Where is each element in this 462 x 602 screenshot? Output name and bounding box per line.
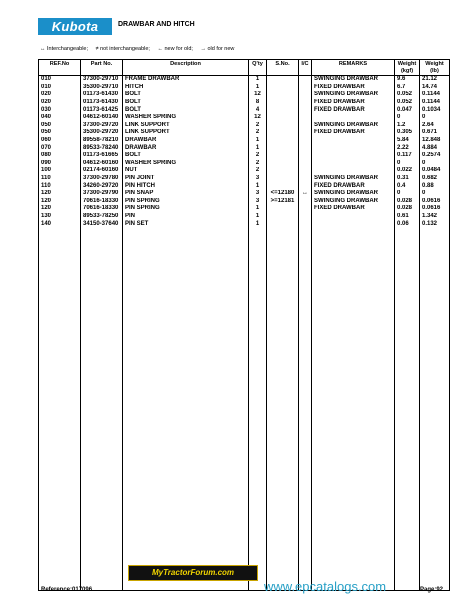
cell-serial-no: <=12180 <box>267 190 299 198</box>
cell-weight-lb: 0.0616 <box>420 205 450 213</box>
header-description: Description <box>123 60 249 76</box>
cell-ic <box>299 144 312 152</box>
cell-weight-kgf: 0.06 <box>395 220 420 228</box>
cell-ref-no: 110 <box>39 182 81 190</box>
table-row <box>39 122 450 130</box>
cell-weight-kgf: 2.22 <box>395 144 420 152</box>
header-ic: I/C <box>299 60 312 76</box>
cell-ref-no: 050 <box>39 129 81 137</box>
cell-part-no: 37300-29790 <box>81 190 123 198</box>
cell-part-no: 34260-29720 <box>81 182 123 190</box>
cell-ref-no: 120 <box>39 205 81 213</box>
cell-qty: 1 <box>249 76 267 84</box>
cell-weight-kgf: 9.6 <box>395 76 420 84</box>
cell-serial-no <box>267 106 299 114</box>
legend-old-for-new: → old for new <box>200 46 235 52</box>
cell-remarks: FIXED DRAWBAR <box>312 106 395 114</box>
cell-ic <box>299 137 312 145</box>
cell-ref-no: 070 <box>39 144 81 152</box>
header-weight-lb: Weight (lb) <box>420 60 450 76</box>
cell-ref-no: 130 <box>39 213 81 221</box>
header-remarks: REMARKS <box>312 60 395 76</box>
cell-ref-no: 010 <box>39 84 81 92</box>
cell-serial-no <box>267 182 299 190</box>
cell-remarks: FIXED DRAWBAR <box>312 84 395 92</box>
cell-part-no: 35300-29720 <box>81 129 123 137</box>
cell-qty: 1 <box>249 213 267 221</box>
cell-ref-no: 060 <box>39 137 81 145</box>
site-watermark: www.epcatalogs.com <box>264 579 387 594</box>
cell-part-no: 37300-29710 <box>81 76 123 84</box>
parts-table <box>38 59 450 591</box>
cell-qty: 2 <box>249 129 267 137</box>
cell-ref-no: 110 <box>39 175 81 183</box>
cell-remarks: FIXED DRAWBAR <box>312 205 395 213</box>
cell-weight-kgf: 0.4 <box>395 182 420 190</box>
cell-part-no: 89558-78210 <box>81 137 123 145</box>
cell-weight-lb: 1.342 <box>420 213 450 221</box>
cell-serial-no <box>267 167 299 175</box>
cell-qty: 3 <box>249 175 267 183</box>
reference-number: Reference:017096 <box>41 587 93 593</box>
cell-serial-no <box>267 84 299 92</box>
header-weight-kgf: Weight (kgf) <box>395 60 420 76</box>
cell-weight-kgf: 0.047 <box>395 106 420 114</box>
cell-description: PIN SET <box>123 220 249 228</box>
cell-qty: 8 <box>249 99 267 107</box>
cell-weight-lb: 0.682 <box>420 175 450 183</box>
header-ref-no: REF.No <box>39 60 81 76</box>
table-row <box>39 99 450 107</box>
cell-weight-kgf: 0.028 <box>395 205 420 213</box>
cell-weight-lb: 0.671 <box>420 129 450 137</box>
cell-ic <box>299 220 312 228</box>
cell-part-no: 89533-78240 <box>81 144 123 152</box>
cell-ref-no: 090 <box>39 160 81 168</box>
cell-description: WASHER SPRING <box>123 114 249 122</box>
cell-description: PIN JOINT <box>123 175 249 183</box>
cell-remarks <box>312 114 395 122</box>
cell-remarks <box>312 152 395 160</box>
table-row <box>39 144 450 152</box>
cell-part-no: 04612-60160 <box>81 160 123 168</box>
cell-weight-lb: 0.0616 <box>420 198 450 206</box>
cell-description: DRAWBAR <box>123 137 249 145</box>
table-row <box>39 213 450 221</box>
cell-qty: 12 <box>249 114 267 122</box>
cell-weight-kgf: 0.022 <box>395 167 420 175</box>
cell-description: PIN HITCH <box>123 182 249 190</box>
cell-serial-no <box>267 122 299 130</box>
cell-ic <box>299 167 312 175</box>
cell-description: LINK SUPPORT <box>123 129 249 137</box>
cell-ic <box>299 114 312 122</box>
cell-ic <box>299 152 312 160</box>
table-row <box>39 137 450 145</box>
header-serial-no: S.No. <box>267 60 299 76</box>
cell-qty: 1 <box>249 144 267 152</box>
cell-weight-lb: 14.74 <box>420 84 450 92</box>
cell-description: BOLT <box>123 91 249 99</box>
cell-remarks: FIXED DRAWBAR <box>312 129 395 137</box>
cell-serial-no: >=12181 <box>267 198 299 206</box>
cell-remarks <box>312 144 395 152</box>
cell-description: BOLT <box>123 106 249 114</box>
cell-weight-kgf: 0.117 <box>395 152 420 160</box>
table-row <box>39 190 450 198</box>
cell-weight-lb: 21.12 <box>420 76 450 84</box>
cell-weight-kgf: 6.7 <box>395 84 420 92</box>
cell-ref-no: 030 <box>39 106 81 114</box>
cell-ic <box>299 122 312 130</box>
cell-weight-kgf: 0.31 <box>395 175 420 183</box>
cell-part-no: 01173-61430 <box>81 91 123 99</box>
cell-ref-no: 020 <box>39 99 81 107</box>
cell-qty: 1 <box>249 84 267 92</box>
cell-weight-lb: 0.132 <box>420 220 450 228</box>
cell-ref-no: 120 <box>39 190 81 198</box>
cell-ic: ↔ <box>299 190 312 198</box>
cell-weight-lb: 0 <box>420 160 450 168</box>
cell-serial-no <box>267 144 299 152</box>
cell-remarks: FIXED DRAWBAR <box>312 182 395 190</box>
cell-part-no: 70616-18330 <box>81 205 123 213</box>
cell-remarks: SWINGING DRAWBAR <box>312 175 395 183</box>
forum-watermark: MyTractorForum.com <box>128 565 258 581</box>
cell-description: LINK SUPPORT <box>123 122 249 130</box>
cell-remarks: SWINGING DRAWBAR <box>312 122 395 130</box>
cell-ic <box>299 84 312 92</box>
cell-remarks: SWINGING DRAWBAR <box>312 190 395 198</box>
cell-qty: 1 <box>249 137 267 145</box>
cell-remarks <box>312 213 395 221</box>
cell-serial-no <box>267 114 299 122</box>
cell-ic <box>299 175 312 183</box>
cell-weight-lb: 2.64 <box>420 122 450 130</box>
cell-ic <box>299 129 312 137</box>
cell-part-no: 01173-61430 <box>81 99 123 107</box>
cell-ic <box>299 205 312 213</box>
table-row <box>39 167 450 175</box>
cell-ref-no: 020 <box>39 91 81 99</box>
table-row <box>39 84 450 92</box>
cell-part-no: 04612-60140 <box>81 114 123 122</box>
cell-weight-lb: 0.1144 <box>420 91 450 99</box>
cell-serial-no <box>267 91 299 99</box>
cell-description: BOLT <box>123 99 249 107</box>
cell-ic <box>299 213 312 221</box>
cell-weight-kgf: 0 <box>395 160 420 168</box>
kubota-logo: Kubota <box>38 18 112 35</box>
cell-ref-no: 120 <box>39 198 81 206</box>
cell-ref-no: 050 <box>39 122 81 130</box>
legend-interchangeable: ↔ Interchangeable; <box>40 46 89 52</box>
cell-remarks <box>312 137 395 145</box>
cell-qty: 1 <box>249 220 267 228</box>
cell-qty: 2 <box>249 167 267 175</box>
cell-description: DRAWBAR <box>123 144 249 152</box>
cell-serial-no <box>267 175 299 183</box>
cell-weight-lb: 0.0484 <box>420 167 450 175</box>
cell-weight-lb: 0.1144 <box>420 99 450 107</box>
cell-serial-no <box>267 205 299 213</box>
cell-description: PIN SNAP <box>123 190 249 198</box>
cell-part-no: 34150-37640 <box>81 220 123 228</box>
cell-weight-kgf: 0.052 <box>395 99 420 107</box>
cell-weight-kgf: 0 <box>395 114 420 122</box>
cell-weight-lb: 0.2574 <box>420 152 450 160</box>
cell-qty: 2 <box>249 122 267 130</box>
cell-ic <box>299 76 312 84</box>
cell-qty: 2 <box>249 160 267 168</box>
cell-remarks <box>312 220 395 228</box>
cell-part-no: 37300-29780 <box>81 175 123 183</box>
cell-weight-lb: 0 <box>420 190 450 198</box>
table-row <box>39 205 450 213</box>
cell-ic <box>299 198 312 206</box>
cell-serial-no <box>267 213 299 221</box>
cell-description: WASHER SPRING <box>123 160 249 168</box>
cell-part-no: 35300-29710 <box>81 84 123 92</box>
cell-part-no: 01173-61425 <box>81 106 123 114</box>
cell-description: FRAME DRAWBAR <box>123 76 249 84</box>
cell-weight-lb: 0 <box>420 114 450 122</box>
cell-description: NUT <box>123 167 249 175</box>
table-row <box>39 198 450 206</box>
cell-ic <box>299 99 312 107</box>
cell-description: PIN SPRING <box>123 198 249 206</box>
interchangeability-legend <box>40 46 240 52</box>
table-row <box>39 91 450 99</box>
table-row <box>39 182 450 190</box>
cell-part-no: 01173-61665 <box>81 152 123 160</box>
cell-part-no: 70616-18330 <box>81 198 123 206</box>
cell-weight-kgf: 1.2 <box>395 122 420 130</box>
cell-description: HITCH <box>123 84 249 92</box>
cell-part-no: 89533-78250 <box>81 213 123 221</box>
cell-ref-no: 040 <box>39 114 81 122</box>
cell-qty: 1 <box>249 182 267 190</box>
cell-description: PIN <box>123 213 249 221</box>
cell-qty: 1 <box>249 205 267 213</box>
cell-weight-kgf: 0.61 <box>395 213 420 221</box>
table-row <box>39 220 450 228</box>
cell-ic <box>299 160 312 168</box>
cell-remarks: SWINGING DRAWBAR <box>312 198 395 206</box>
cell-weight-lb: 0.1034 <box>420 106 450 114</box>
cell-qty: 3 <box>249 198 267 206</box>
cell-weight-kgf: 0.028 <box>395 198 420 206</box>
table-row <box>39 76 450 84</box>
cell-weight-kgf: 5.84 <box>395 137 420 145</box>
cell-weight-lb: 12.848 <box>420 137 450 145</box>
cell-ref-no: 010 <box>39 76 81 84</box>
header-part-no: Part No. <box>81 60 123 76</box>
parts-table-body <box>39 76 450 591</box>
page-title: DRAWBAR AND HITCH <box>118 21 195 28</box>
cell-ic <box>299 106 312 114</box>
cell-remarks: SWINGING DRAWBAR <box>312 76 395 84</box>
cell-ref-no: 080 <box>39 152 81 160</box>
cell-qty: 3 <box>249 190 267 198</box>
cell-ref-no: 140 <box>39 220 81 228</box>
cell-serial-no <box>267 129 299 137</box>
cell-weight-kgf: 0.305 <box>395 129 420 137</box>
cell-serial-no <box>267 137 299 145</box>
table-header-row <box>39 60 450 76</box>
table-filler <box>39 228 450 591</box>
cell-serial-no <box>267 160 299 168</box>
cell-weight-kgf: 0.052 <box>395 91 420 99</box>
table-row <box>39 129 450 137</box>
table-row <box>39 175 450 183</box>
legend-not-interchangeable: ≠ not interchangeable; <box>95 46 150 52</box>
cell-remarks: FIXED DRAWBAR <box>312 99 395 107</box>
table-row <box>39 114 450 122</box>
cell-part-no: 37300-29720 <box>81 122 123 130</box>
cell-ic <box>299 91 312 99</box>
cell-serial-no <box>267 152 299 160</box>
cell-qty: 4 <box>249 106 267 114</box>
page-number: Page:92 <box>419 587 443 593</box>
cell-serial-no <box>267 76 299 84</box>
cell-description: BOLT <box>123 152 249 160</box>
cell-remarks: SWINGING DRAWBAR <box>312 91 395 99</box>
table-row <box>39 152 450 160</box>
cell-weight-lb: 0.88 <box>420 182 450 190</box>
cell-serial-no <box>267 220 299 228</box>
table-row <box>39 106 450 114</box>
cell-qty: 12 <box>249 91 267 99</box>
cell-description: PIN SPRING <box>123 205 249 213</box>
cell-qty: 2 <box>249 152 267 160</box>
cell-remarks <box>312 160 395 168</box>
legend-new-for-old: ← new for old; <box>157 46 193 52</box>
header-qty: Q'ty <box>249 60 267 76</box>
cell-ref-no: 100 <box>39 167 81 175</box>
cell-part-no: 02174-60160 <box>81 167 123 175</box>
table-row <box>39 160 450 168</box>
cell-remarks <box>312 167 395 175</box>
cell-serial-no <box>267 99 299 107</box>
cell-weight-lb: 4.884 <box>420 144 450 152</box>
cell-weight-kgf: 0 <box>395 190 420 198</box>
cell-ic <box>299 182 312 190</box>
